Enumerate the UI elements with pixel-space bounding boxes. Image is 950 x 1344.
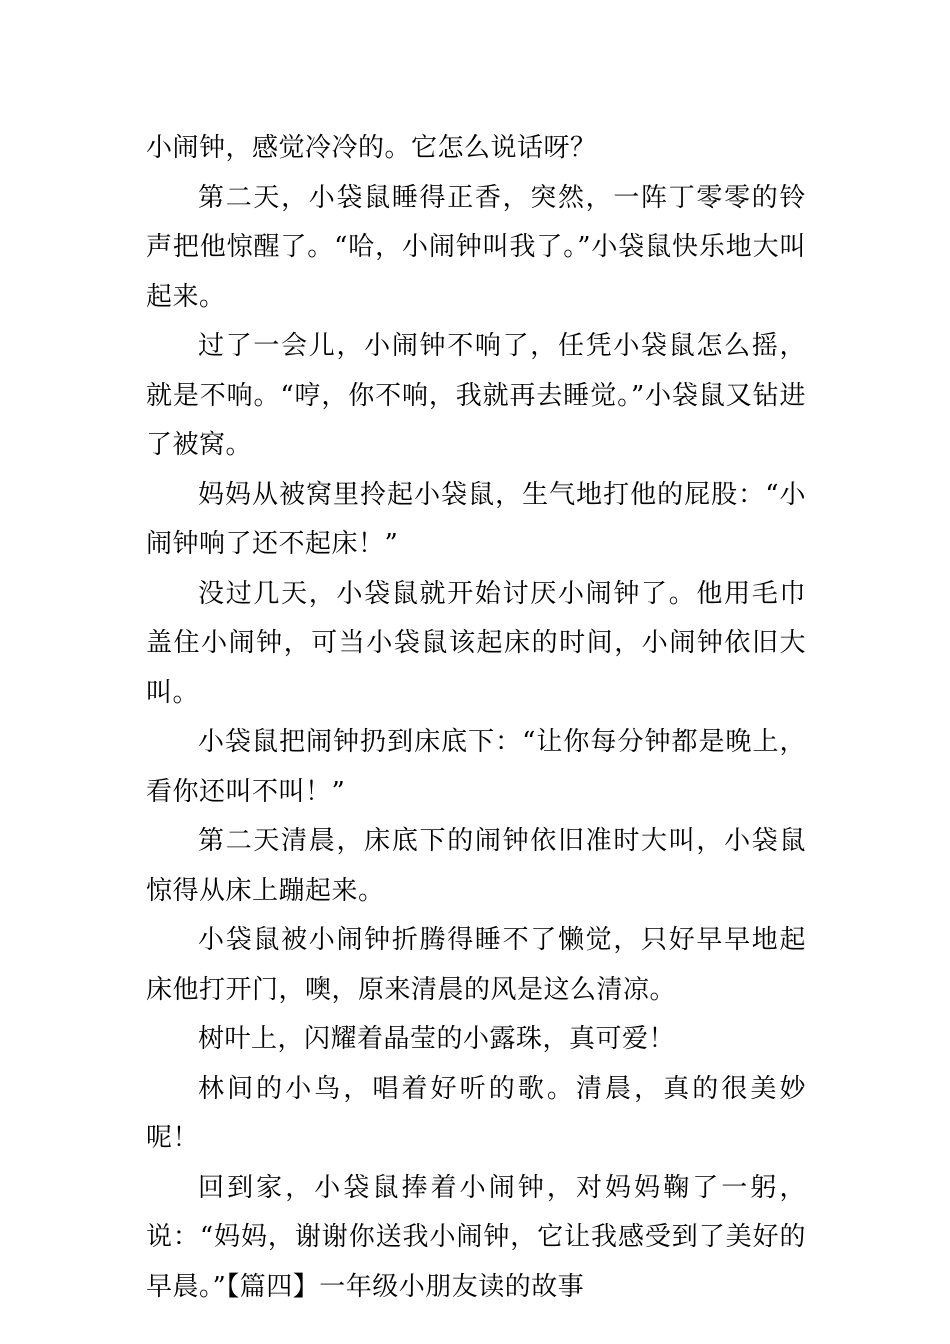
story-text [146, 124, 806, 1312]
paragraph-3: 过了一会儿，小闹钟不响了，任凭小袋鼠怎么摇，就是不响。“哼，你不响，我就再去睡觉。”小袋鼠又钻进了被窝。 [146, 331, 806, 460]
paragraph-8: 小袋鼠被小闹钟折腾得睡不了懒觉，只好早早地起床他打开门，噢，原来清晨的风是这么清凉。 [146, 925, 806, 1005]
paragraph-2: 第二天，小袋鼠睡得正香，突然，一阵丁零零的铃声把他惊醒了。“哈，小闹钟叫我了。”小袋鼠快乐地大叫起来。 [146, 182, 806, 312]
paragraph-4: 妈妈从被窝里拎起小袋鼠，生气地打他的屁股：“小闹钟响了还不起床！” [146, 479, 806, 559]
paragraph-10: 林间的小鸟，唱着好听的歌。清晨，真的很美妙呢！ [146, 1073, 806, 1153]
paragraph-1: 小闹钟，感觉冷冷的。它怎么说话呀？ [146, 133, 597, 163]
paragraph-9: 树叶上，闪耀着晶莹的小露珠，真可爱！ [198, 1024, 676, 1054]
paragraph-11: 回到家，小袋鼠捧着小闹钟，对妈妈鞠了一躬，说：“妈妈，谢谢你送我小闹钟，它让我感受到了美好的早晨。”【篇四】一年级小朋友读的故事 [146, 1172, 806, 1302]
paragraph-7: 第二天清晨，床底下的闹钟依旧准时大叫，小袋鼠惊得从床上蹦起来。 [146, 826, 806, 906]
paragraph-6: 小袋鼠把闹钟扔到床底下：“让你每分钟都是晚上，看你还叫不叫！” [146, 727, 806, 807]
paragraph-5: 没过几天，小袋鼠就开始讨厌小闹钟了。他用毛巾盖住小闹钟，可当小袋鼠该起床的时间，小闹钟依旧大叫。 [146, 578, 806, 708]
